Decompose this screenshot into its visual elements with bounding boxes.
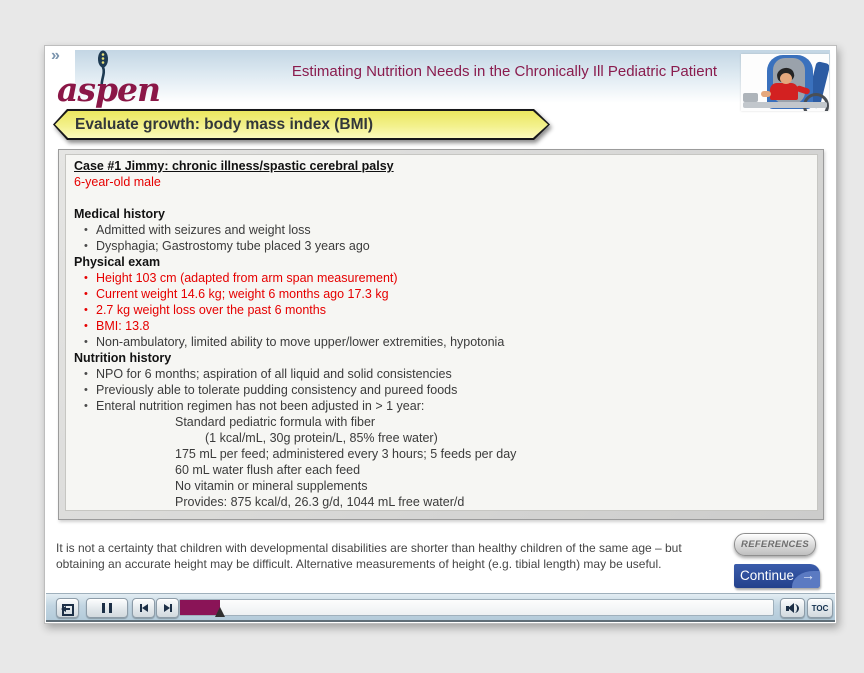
slide-item: 175 mL per feed; administered every 3 hours; 5 feeds per day xyxy=(175,447,517,461)
slide-body xyxy=(74,206,809,510)
slide-item: • Enteral nutrition regimen has not been adjusted in > 1 year: xyxy=(84,399,425,413)
slide-item: • Previously able to tolerate pudding consistency and pureed foods xyxy=(84,383,458,397)
bullet-icon: • xyxy=(84,336,88,348)
slide-content-box xyxy=(58,149,824,520)
bullet-icon: • xyxy=(84,304,88,316)
arrow-right-icon: → xyxy=(801,567,815,583)
bullet-icon: • xyxy=(84,384,88,396)
case-title: Case #1 Jimmy: chronic illness/spastic cerebral palsy xyxy=(74,159,394,173)
slide-item: • Current weight 14.6 kg; weight 6 months ago 17.3 kg xyxy=(84,287,389,301)
collapse-sidebar-icon[interactable]: » xyxy=(51,47,60,64)
bullet-icon: • xyxy=(84,320,88,332)
slide-item: • 2.7 kg weight loss over the past 6 months xyxy=(84,303,326,317)
spacer xyxy=(74,190,809,206)
exit-icon xyxy=(61,603,74,614)
slide-item: • Dysphagia; Gastrostomy tube placed 3 years ago xyxy=(84,239,370,253)
bullet-icon: • xyxy=(84,368,88,380)
aspen-logo: aspen xyxy=(57,70,161,109)
case-subtitle: 6-year-old male xyxy=(74,175,161,189)
seek-bar[interactable] xyxy=(179,599,774,616)
slide-item: Provides: 875 kcal/d, 26.3 g/d, 1044 mL free water/d xyxy=(175,495,465,509)
exit-button[interactable] xyxy=(56,598,79,618)
slide-item: • Non-ambulatory, limited ability to move upper/lower extremities, hypotonia xyxy=(84,335,505,349)
continue-button[interactable] xyxy=(734,564,820,588)
bullet-icon: • xyxy=(84,272,88,284)
slide-item: Standard pediatric formula with fiber xyxy=(175,415,376,429)
progress-fill xyxy=(180,600,220,615)
bullet-icon: • xyxy=(84,240,88,252)
pause-button[interactable] xyxy=(86,598,128,618)
bullet-icon: • xyxy=(84,224,88,236)
section-heading: Physical exam xyxy=(74,255,161,269)
toc-button[interactable]: TOC xyxy=(807,598,833,618)
progress-playhead[interactable] xyxy=(215,607,225,617)
course-title: Estimating Nutrition Needs in the Chronically Ill Pediatric Patient xyxy=(291,63,718,80)
slide-item: • NPO for 6 months; aspiration of all liquid and solid consistencies xyxy=(84,367,452,381)
slide-content xyxy=(65,154,818,511)
slide-item: • Height 103 cm (adapted from arm span measurement) xyxy=(84,271,398,285)
slide-item: (1 kcal/mL, 30g protein/L, 85% free water) xyxy=(205,431,438,445)
patient-photo xyxy=(741,54,829,111)
player-bar xyxy=(46,593,835,622)
speaker-icon xyxy=(786,602,799,614)
course-player-window xyxy=(44,45,837,624)
bullet-icon: • xyxy=(84,400,88,412)
bullet-icon: • xyxy=(84,288,88,300)
section-heading: Medical history xyxy=(74,207,165,221)
slide-heading-banner xyxy=(53,109,550,140)
pause-icon xyxy=(102,603,112,613)
previous-button[interactable] xyxy=(132,598,155,618)
narration-note: It is not a certainty that children with developmental disabilities are shorter than healthy children of the same age – but obtaining an accurate height may be difficult. Alternative measurements of height (e.g. tibial length) may be useful. xyxy=(56,541,682,571)
slide-item: 60 mL water flush after each feed xyxy=(175,463,361,477)
references-button[interactable]: REFERENCES xyxy=(734,533,816,556)
banner-label: Evaluate growth: body mass index (BMI) xyxy=(75,115,373,133)
volume-button[interactable] xyxy=(780,598,805,618)
slide-item: • BMI: 13.8 xyxy=(84,319,150,333)
next-button[interactable] xyxy=(156,598,179,618)
slide-item: No vitamin or mineral supplements xyxy=(175,479,368,493)
section-heading: Nutrition history xyxy=(74,351,172,365)
slide-item: • Admitted with seizures and weight loss xyxy=(84,223,311,237)
continue-label: Continue xyxy=(740,568,795,583)
